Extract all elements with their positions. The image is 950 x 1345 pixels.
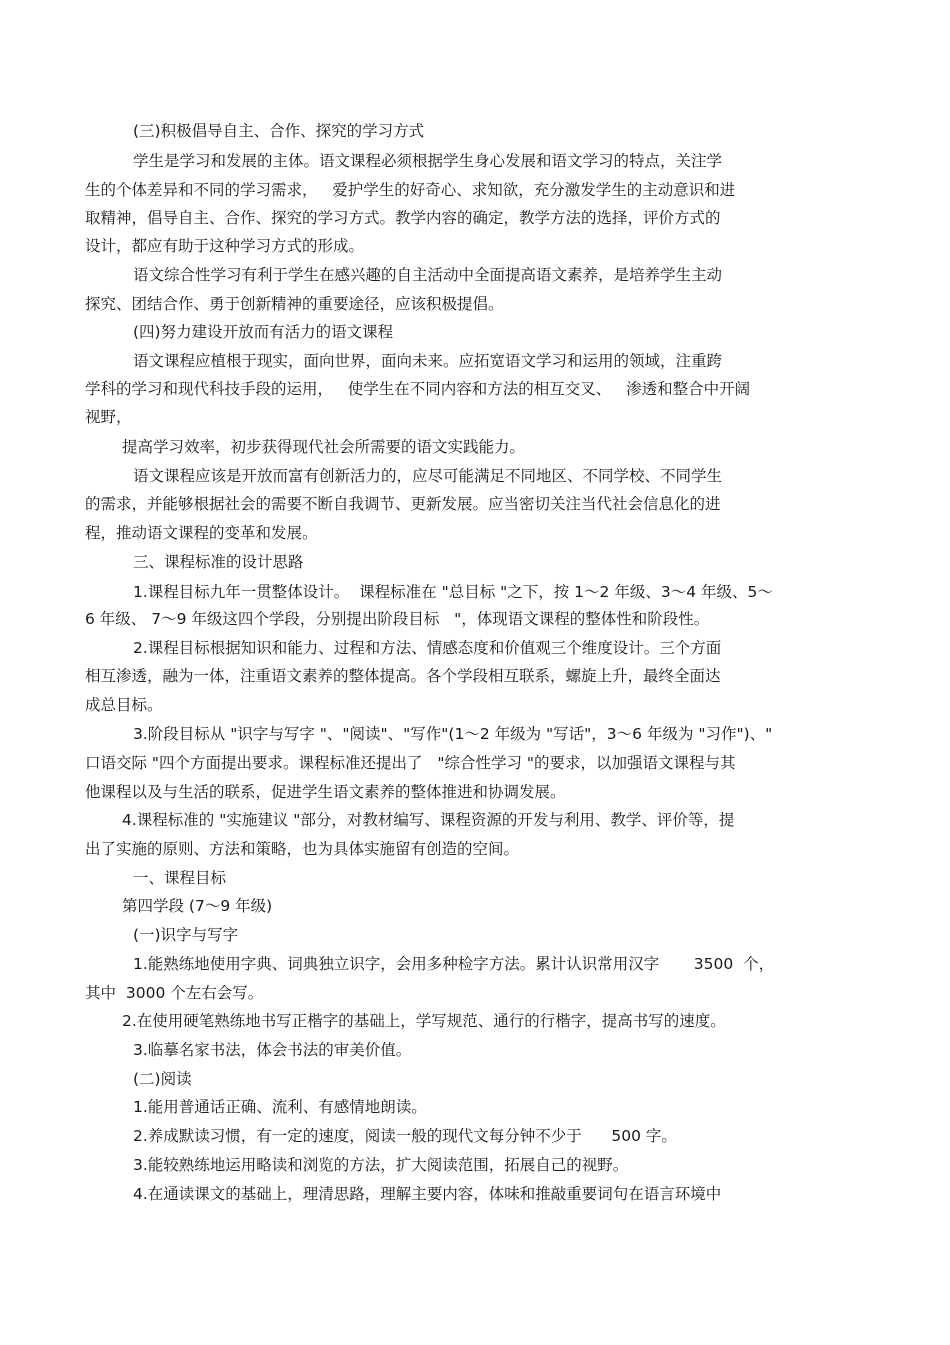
- text-line: 的需求，并能够根据社会的需要不断自我调节、更新发展。应当密切关注当代社会信息化的进: [85, 495, 721, 513]
- text-line: (四)努力建设开放而有活力的语文课程: [133, 323, 394, 341]
- text-line: 4.课程标准的 "实施建议 "部分，对教材编写、课程资源的开发与利用、教学、评价等，提: [122, 811, 735, 829]
- text-line: 3.能较熟练地运用略读和浏览的方法，扩大阅读范围，拓展自己的视野。: [133, 1156, 629, 1174]
- text-line: 2.养成默读习惯，有一定的速度，阅读一般的现代文每分钟不少于 500 字。: [133, 1127, 677, 1145]
- text-line: 探究、团结合作、勇于创新精神的重要途径，应该积极提倡。: [85, 295, 504, 313]
- text-line: 3.阶段目标从 "识字与写字 "、"阅读"、"写作"(1～2 年级为 "写话"，3～6 年级为 "习作")、": [133, 725, 773, 743]
- text-line: 设计，都应有助于这种学习方式的形成。: [85, 237, 365, 255]
- text-line: 出了实施的原则、方法和策略，也为具体实施留有创造的空间。: [85, 840, 520, 858]
- text-line: 2.在使用硬笔熟练地书写正楷字的基础上，学写规范、通行的行楷字，提高书写的速度。: [122, 1012, 726, 1030]
- text-line: (一)识字与写字: [133, 926, 239, 944]
- text-line: 2.课程目标根据知识和能力、过程和方法、情感态度和价值观三个维度设计。三个方面: [133, 639, 722, 657]
- text-line: 三、课程标准的设计思路: [133, 553, 304, 571]
- text-line: 口语交际 "四个方面提出要求。课程标准还提出了 "综合性学习 "的要求，以加强语文课程与其: [85, 754, 736, 772]
- text-line: 第四学段 (7～9 年级): [122, 897, 273, 915]
- text-line: 1.能熟练地使用字典、词典独立识字，会用多种检字方法。累计认识常用汉字 3500 个，: [133, 955, 775, 973]
- text-line: 语文课程应该是开放而富有创新活力的，应尽可能满足不同地区、不同学校、不同学生: [133, 467, 723, 485]
- text-line: 他课程以及与生活的联系，促进学生语文素养的整体推进和协调发展。: [85, 783, 566, 801]
- text-line: 6 年级、 7～9 年级这四个学段，分别提出阶段目标 "，体现语文课程的整体性和阶段性。: [85, 610, 710, 628]
- text-line: 生的个体差异和不同的学习需求， 爱护学生的好奇心、求知欲，充分激发学生的主动意识和进: [85, 181, 736, 199]
- text-line: 提高学习效率，初步获得现代社会所需要的语文实践能力。: [122, 438, 526, 456]
- text-line: 成总目标。: [85, 696, 163, 714]
- text-line: 3.临摹名家书法，体会书法的审美价值。: [133, 1041, 412, 1059]
- text-line: 语文综合性学习有利于学生在感兴趣的自主活动中全面提高语文素养，是培养学生主动: [133, 266, 723, 284]
- text-line: (二)阅读: [133, 1070, 192, 1088]
- text-line: 一、课程目标: [133, 869, 227, 887]
- text-line: 语文课程应植根于现实，面向世界，面向未来。应拓宽语文学习和运用的领域，注重跨: [133, 352, 723, 370]
- text-line: 其中 3000 个左右会写。: [85, 984, 264, 1002]
- text-line: 学生是学习和发展的主体。语文课程必须根据学生身心发展和语文学习的特点，关注学: [133, 152, 723, 170]
- text-line: 学科的学习和现代科技手段的运用， 使学生在不同内容和方法的相互交叉、 渗透和整合中开阔: [85, 380, 751, 398]
- text-line: 1.能用普通话正确、流利、有感情地朗读。: [133, 1098, 427, 1116]
- text-line: 取精神，倡导自主、合作、探究的学习方式。教学内容的确定，教学方法的选择，评价方式的: [85, 209, 721, 227]
- text-line: 4.在通读课文的基础上，理清思路，理解主要内容，体味和推敲重要词句在语言环境中: [133, 1185, 722, 1203]
- text-line: 相互渗透，融为一体，注重语文素养的整体提高。各个学段相互联系，螺旋上升，最终全面达: [85, 667, 721, 685]
- text-line: 1.课程目标九年一贯整体设计。 课程标准在 "总目标 "之下，按 1～2 年级、3～4 年级、5～: [133, 583, 773, 601]
- text-line: 视野，: [85, 408, 132, 426]
- text-line: (三)积极倡导自主、合作、探究的学习方式: [133, 122, 425, 140]
- text-line: 程，推动语文课程的变革和发展。: [85, 524, 318, 542]
